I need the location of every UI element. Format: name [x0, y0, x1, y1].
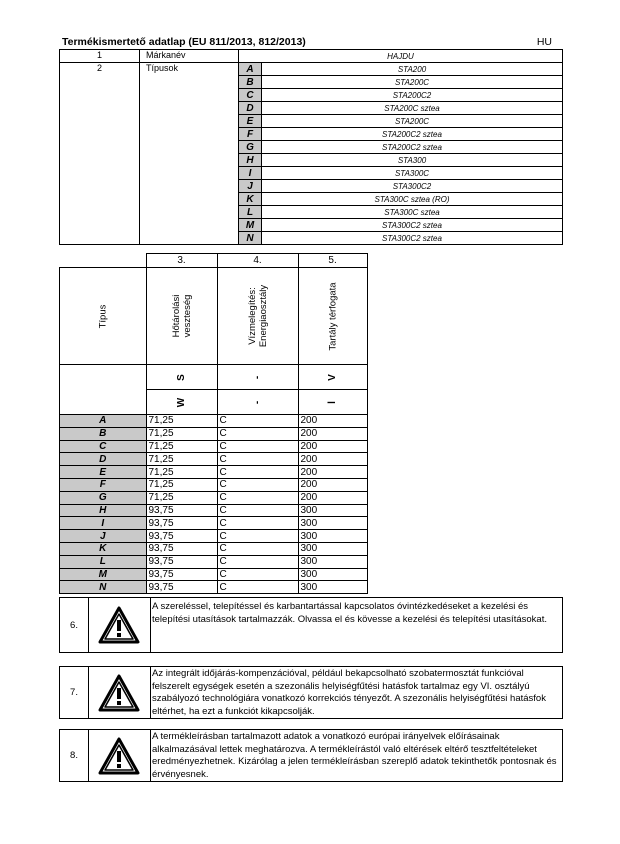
type-model: STA300C2 — [262, 180, 563, 193]
row-letter: I — [60, 517, 147, 530]
tank-volume-value: 300 — [298, 530, 367, 543]
energy-class-value: C — [217, 491, 298, 504]
tank-volume-value: 300 — [298, 517, 367, 530]
tank-volume-value: 200 — [298, 415, 367, 428]
row-letter: K — [60, 542, 147, 555]
types-label: Típusok — [140, 63, 239, 245]
type-letter: D — [239, 102, 262, 115]
row-letter: J — [60, 530, 147, 543]
tank-volume-value: 200 — [298, 440, 367, 453]
heat-loss-value: 71,25 — [146, 440, 217, 453]
row-letter: N — [60, 581, 147, 594]
row-letter: B — [60, 427, 147, 440]
energy-class-value: C — [217, 427, 298, 440]
energy-class-value: C — [217, 504, 298, 517]
warning-number: 7. — [60, 667, 89, 718]
heat-loss-value: 71,25 — [146, 427, 217, 440]
tank-volume-value: 200 — [298, 427, 367, 440]
data-row — [60, 453, 368, 466]
col-number: 3. — [146, 254, 217, 268]
type-letter: M — [239, 219, 262, 232]
data-row — [60, 555, 368, 568]
row-letter: L — [60, 555, 147, 568]
type-model: STA200C — [262, 76, 563, 89]
row-letter: C — [60, 440, 147, 453]
type-model: STA200C2 sztea — [262, 141, 563, 154]
warning-box — [59, 729, 563, 782]
heat-loss-value: 71,25 — [146, 453, 217, 466]
heat-loss-value: 71,25 — [146, 466, 217, 479]
energy-class-value: C — [217, 517, 298, 530]
type-model: STA300 — [262, 154, 563, 167]
col-number: 4. — [217, 254, 298, 268]
type-letter: C — [239, 89, 262, 102]
tank-volume-value: 300 — [298, 581, 367, 594]
symbol-cell: V — [298, 365, 367, 390]
energy-class-value: C — [217, 542, 298, 555]
col-number: 5. — [298, 254, 367, 268]
type-letter: L — [239, 206, 262, 219]
energy-class-value: C — [217, 453, 298, 466]
symbol-row — [60, 365, 368, 390]
warning-box — [59, 597, 563, 653]
energy-class-value: C — [217, 466, 298, 479]
brand-value: HAJDU — [239, 50, 563, 63]
energy-class-value: C — [217, 415, 298, 428]
warning-number: 6. — [60, 598, 89, 652]
tank-volume-value: 300 — [298, 504, 367, 517]
tank-volume-value: 300 — [298, 568, 367, 581]
unit-cell: - — [217, 390, 298, 415]
warning-triangle-icon — [98, 606, 140, 644]
type-model: STA300C2 sztea — [262, 232, 563, 245]
symbol-cell: - — [217, 365, 298, 390]
energy-class-value: C — [217, 530, 298, 543]
row-number: 2 — [60, 63, 140, 245]
page-header — [62, 36, 552, 50]
type-letter: K — [239, 193, 262, 206]
row-letter: F — [60, 478, 147, 491]
row-number: 1 — [60, 50, 140, 63]
heat-loss-value: 93,75 — [146, 530, 217, 543]
heat-loss-header: Hőtárolási veszteség — [146, 268, 217, 365]
brand-label: Márkanév — [140, 50, 239, 63]
tank-volume-header: Tartály térfogata — [298, 268, 367, 365]
unit-cell: l — [298, 390, 367, 415]
energy-class-value: C — [217, 478, 298, 491]
data-row — [60, 478, 368, 491]
tank-volume-value: 200 — [298, 453, 367, 466]
data-row — [60, 491, 368, 504]
type-letter: E — [239, 115, 262, 128]
data-row — [60, 466, 368, 479]
technical-data-table — [59, 253, 368, 594]
row-letter: H — [60, 504, 147, 517]
page-title: Termékismertető adatlap (EU 811/2013, 812/2013) — [62, 36, 306, 48]
data-row — [60, 517, 368, 530]
warning-box — [59, 666, 563, 719]
data-row — [60, 568, 368, 581]
column-number-row — [60, 254, 368, 268]
tank-volume-value: 200 — [298, 491, 367, 504]
heat-loss-value: 71,25 — [146, 478, 217, 491]
data-row — [60, 530, 368, 543]
heat-loss-value: 93,75 — [146, 581, 217, 594]
data-row — [60, 415, 368, 428]
type-header: Típus — [60, 268, 147, 365]
heat-loss-value: 93,75 — [146, 504, 217, 517]
data-row — [60, 440, 368, 453]
tank-volume-value: 300 — [298, 542, 367, 555]
warning-number: 8. — [60, 730, 89, 781]
type-model: STA200C — [262, 115, 563, 128]
heat-loss-value: 93,75 — [146, 542, 217, 555]
type-row — [60, 63, 563, 76]
type-model: STA300C sztea — [262, 206, 563, 219]
type-letter: G — [239, 141, 262, 154]
country-code: HU — [536, 36, 552, 48]
data-row — [60, 542, 368, 555]
row-letter: G — [60, 491, 147, 504]
warning-triangle-icon — [98, 737, 140, 775]
type-letter: J — [239, 180, 262, 193]
type-letter: N — [239, 232, 262, 245]
row-letter: E — [60, 466, 147, 479]
warning-text: A termékleírásban tartalmazott adatok a vonatkozó európai irányelvek előírásainak alkalmazásával lettek meghatározva. A termékleírástól való eltérések eltérő tesztfeltételeket eredményezhetnek. Kizárólag a jelen termékleírásban szereplő adatok tekinthetők pontosnak és érvényesnek. — [152, 731, 557, 780]
row-letter: A — [60, 415, 147, 428]
product-info-table — [59, 49, 563, 245]
heat-loss-value: 93,75 — [146, 517, 217, 530]
warning-text: Az integrált időjárás-kompenzációval, például bekapcsolható szobatermosztát funkcióval felszerelt egységek esetén a szezonális helyiségfűtési hatásfok tartalmaz egy VI. osztályú szabályozó technológiára vonatkozó korrekciós tényezőt. A szezonális helyiségfűtési hatásfok eltérhet, ha ezt a funkciót kikapcsolják. — [152, 668, 546, 717]
warning-text: A szereléssel, telepítéssel és karbantartással kapcsolatos óvintézkedéseket a kezelési és telepítési utasítások tartalmazzák. Olvassa el és kövesse a kezelési és telepítési utasításokat. — [152, 601, 547, 625]
type-letter: I — [239, 167, 262, 180]
energy-class-value: C — [217, 568, 298, 581]
energy-class-header: Vízmelegítés: Energiaosztály — [217, 268, 298, 365]
brand-row — [60, 50, 563, 63]
tank-volume-value: 200 — [298, 478, 367, 491]
type-model: STA200C sztea — [262, 102, 563, 115]
energy-class-value: C — [217, 581, 298, 594]
unit-cell: W — [146, 390, 217, 415]
type-model: STA200C2 — [262, 89, 563, 102]
type-letter: A — [239, 63, 262, 76]
type-model: STA200C2 sztea — [262, 128, 563, 141]
warning-triangle-icon — [98, 674, 140, 712]
data-row — [60, 581, 368, 594]
tank-volume-value: 200 — [298, 466, 367, 479]
heat-loss-value: 93,75 — [146, 568, 217, 581]
symbol-cell: S — [146, 365, 217, 390]
type-model: STA300C sztea (RO) — [262, 193, 563, 206]
type-letter: B — [239, 76, 262, 89]
type-model: STA200 — [262, 63, 563, 76]
type-model: STA300C2 sztea — [262, 219, 563, 232]
heat-loss-value: 93,75 — [146, 555, 217, 568]
data-row — [60, 427, 368, 440]
energy-class-value: C — [217, 555, 298, 568]
heat-loss-value: 71,25 — [146, 491, 217, 504]
tank-volume-value: 300 — [298, 555, 367, 568]
data-row — [60, 504, 368, 517]
heat-loss-value: 71,25 — [146, 415, 217, 428]
energy-class-value: C — [217, 440, 298, 453]
type-model: STA300C — [262, 167, 563, 180]
row-letter: D — [60, 453, 147, 466]
row-letter: M — [60, 568, 147, 581]
type-letter: F — [239, 128, 262, 141]
header-row — [60, 268, 368, 365]
type-letter: H — [239, 154, 262, 167]
